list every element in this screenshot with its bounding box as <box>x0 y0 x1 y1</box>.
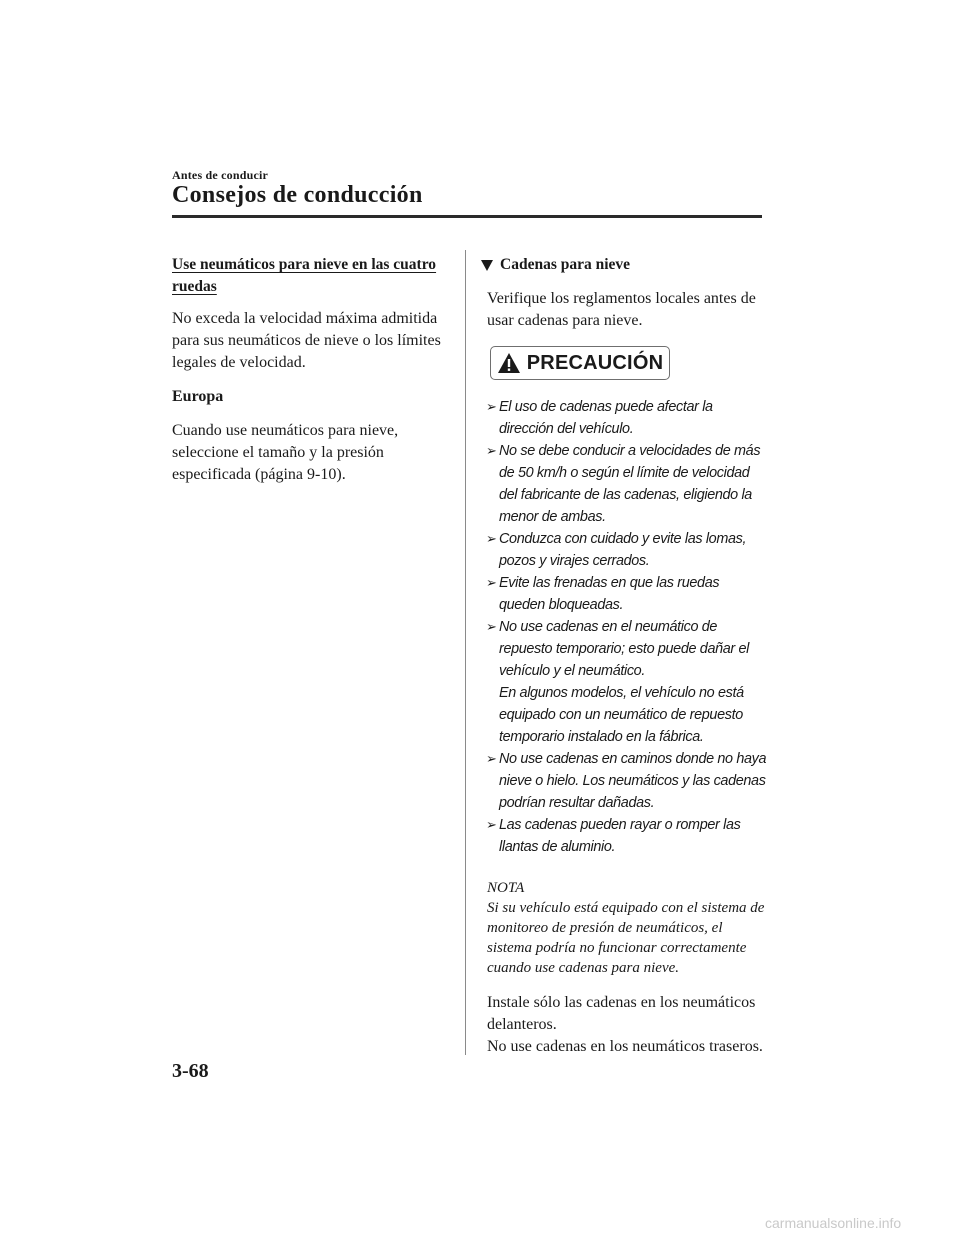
column-divider <box>465 250 466 1055</box>
caution-item: ➢ No use cadenas en el neumático de repuesto temporario; esto puede dañar el vehículo y el neumático. En algunos modelos, el vehículo no está equipado con un neumático de repuesto temporario instalado en la fábrica. <box>487 616 767 748</box>
page-number: 3-68 <box>172 1060 209 1082</box>
warning-triangle-icon <box>497 352 521 374</box>
arrow-bullet-icon: ➢ <box>486 443 497 458</box>
snow-chains-title: Cadenas para nieve <box>500 256 631 273</box>
arrow-bullet-icon: ➢ <box>486 575 497 590</box>
arrow-bullet-icon: ➢ <box>486 751 497 766</box>
arrow-bullet-icon: ➢ <box>486 531 497 546</box>
snow-tires-subheading: Use neumáticos para nieve en las cuatro ruedas <box>172 256 437 295</box>
note-title: NOTA <box>487 880 525 896</box>
note-text: Si su vehículo está equipado con el sistema de monitoreo de presión de neumáticos, el sistema podría no funcionar correctamente cuando use cadenas para nieve. <box>487 900 765 976</box>
watermark: carmanualsonline.info <box>765 1215 902 1231</box>
arrow-bullet-icon: ➢ <box>486 817 497 832</box>
install-paragraph: Instale sólo las cadenas en los neumáticos delanteros. No use cadenas en los neumáticos traseros. <box>487 994 763 1055</box>
caution-item: ➢ Evite las frenadas en que las ruedas queden bloqueadas. <box>487 572 767 616</box>
down-triangle-icon <box>481 260 493 271</box>
caution-item: ➢ No use cadenas en caminos donde no haya nieve o hielo. Los neumáticos y las cadenas podrían resultar dañadas. <box>487 748 767 814</box>
arrow-bullet-icon: ➢ <box>486 399 497 414</box>
caution-item: ➢ No se debe conducir a velocidades de más de 50 km/h o según el límite de velocidad del fabricante de las cadenas, eligiendo la menor de ambas. <box>487 440 767 528</box>
arrow-bullet-icon: ➢ <box>486 619 497 634</box>
region-heading: Europa <box>172 388 224 405</box>
caution-label: PRECAUCIÓN <box>526 351 664 374</box>
header-rule <box>172 215 762 218</box>
snow-chains-heading <box>481 254 767 276</box>
section-label: Antes de conducir <box>172 168 269 182</box>
left-column <box>172 254 444 498</box>
caution-list <box>487 396 767 858</box>
chains-intro-paragraph: Verifique los reglamentos locales antes de usar cadenas para nieve. <box>487 290 756 329</box>
caution-box <box>490 346 670 380</box>
speed-limit-paragraph: No exceda la velocidad máxima admitida para sus neumáticos de nieve o los límites legales de velocidad. <box>172 310 441 371</box>
caution-item: ➢ El uso de cadenas puede afectar la dirección del vehículo. <box>487 396 767 440</box>
caution-item: ➢ Conduzca con cuidado y evite las lomas, pozos y virajes cerrados. <box>487 528 767 572</box>
tire-size-paragraph: Cuando use neumáticos para nieve, seleccione el tamaño y la presión especificada (página 9-10). <box>172 422 399 483</box>
caution-item: ➢ Las cadenas pueden rayar o romper las llantas de aluminio. <box>487 814 767 858</box>
chapter-title: Consejos de conducción <box>172 182 423 208</box>
right-column <box>487 254 767 1058</box>
